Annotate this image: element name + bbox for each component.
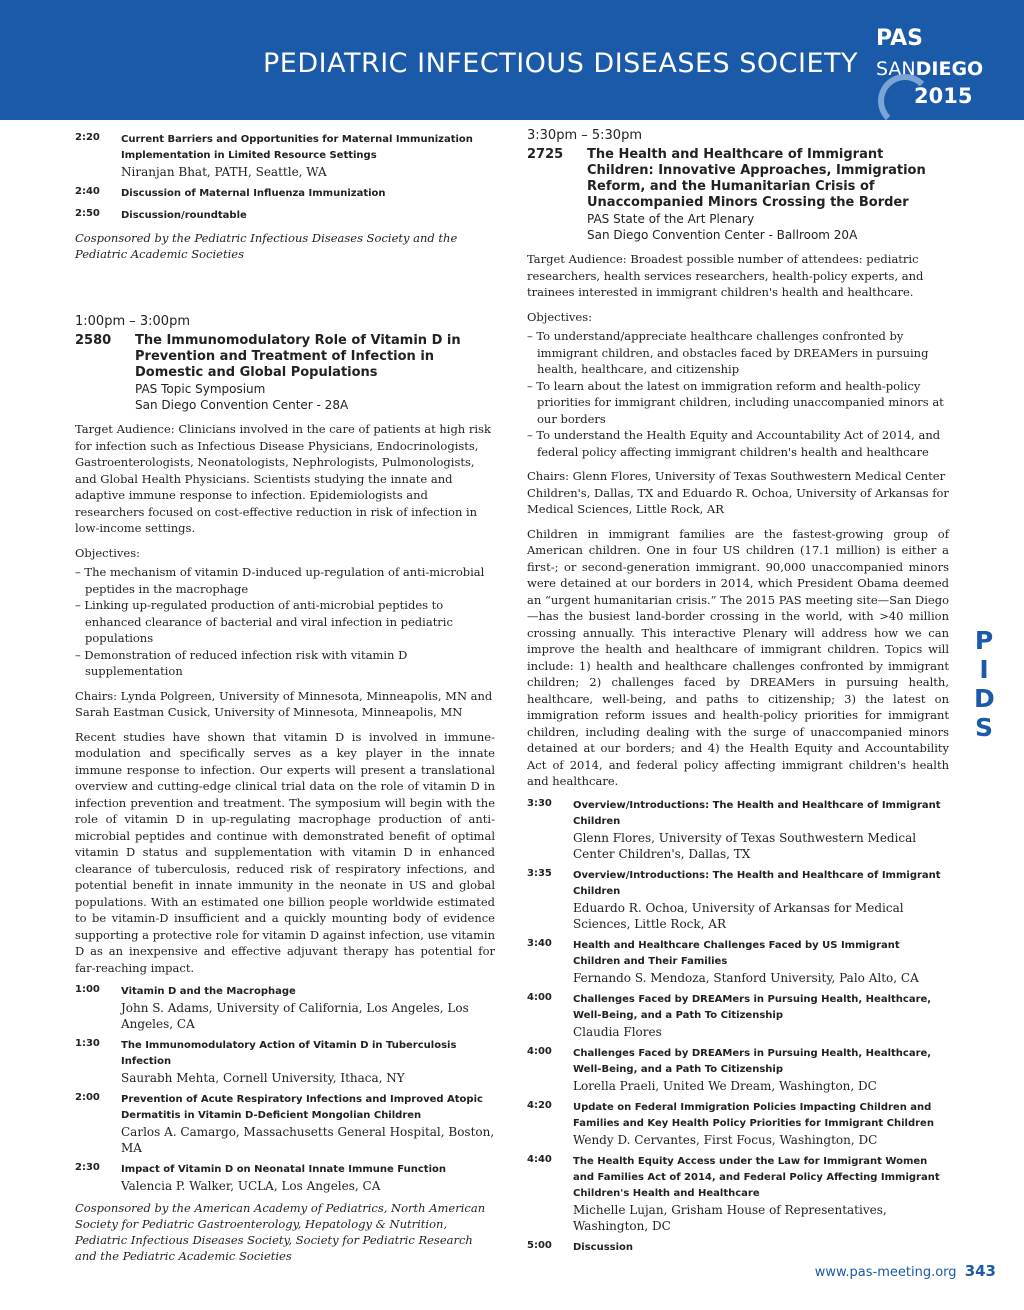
session-location: San Diego Convention Center - 28A: [135, 398, 349, 412]
side-letter: S: [974, 713, 993, 742]
schedule-item: [75, 208, 495, 224]
item-speaker: Niranjan Bhat, PATH, Seattle, WA: [121, 165, 327, 179]
item-title: The Health Equity Access under the Law for Immigrant Women and Families Act of 2014, and Federal Policy Affecting Immigrant Children's Health and Healthcare: [573, 1155, 940, 1199]
side-letter: D: [974, 684, 995, 713]
item-title: Health and Healthcare Challenges Faced by US Immigrant Children and Their Families: [573, 939, 900, 967]
cosponsor-note: Cosponsored by the American Academy of Pediatrics, North American Society for Pediatric Gastroenterology, Hepatology & Nutrition, Pediatric Infectious Diseases Society, Society for Pediatric Research and the Pediatric Academic Societies: [75, 1201, 486, 1263]
item-title: Challenges Faced by DREAMers in Pursuing Health, Healthcare, Well-Being, and a Path To Citizenship: [573, 1047, 932, 1075]
chairs: Chairs: Glenn Flores, University of Texas Southwestern Medical Center Children's, Dallas, TX and Eduardo R. Ochoa, University of Arkansas for Medical Sciences, Little Rock, AR: [527, 469, 949, 516]
item-title: Overview/Introductions: The Health and Healthcare of Immigrant Children: [573, 869, 941, 897]
item-speaker: Wendy D. Cervantes, First Focus, Washington, DC: [573, 1132, 878, 1147]
pas-logo: [864, 22, 994, 112]
footer-url[interactable]: www.pas-meeting.org: [814, 1265, 957, 1280]
session-type: PAS State of the Art Plenary: [587, 212, 755, 226]
pids-side-letters: [974, 626, 994, 742]
item-time: 2:20: [75, 132, 100, 143]
objective: – To understand the Health Equity and Accountability Act of 2014, and federal policy affecting immigrant children's health and healthcare: [527, 428, 941, 459]
cosponsor-note: Cosponsored by the Pediatric Infectious Diseases Society and the Pediatric Academic Societies: [75, 231, 458, 261]
schedule-item: [75, 132, 495, 180]
objective: – Demonstration of reduced infection risk with vitamin D supplementation: [75, 647, 408, 678]
schedule-item: [527, 992, 949, 1040]
schedule-item: [527, 798, 949, 862]
session-description: Recent studies have shown that vitamin D is involved in immune-modulation and specifically serves as a key player in the innate immune response to infection. Our experts will present a translational overview and cutting-edge clinical trial data on the role of vitamin D in infection prevention and treatment. The symposium will begin with the role of vitamin D in up-regulating macrophage production of anti-microbial peptides and continue with demonstrated benefit of optimal vitamin D status and supplementation with vitamin D in enhanced clearance of tuberculosis, reduced risk of respiratory infections, and potential benefit in innate immunity in the neonate in US and global populations. With an estimated one billion people worldwide estimated to be vitamin-D insufficient and a quickly mounting body of evidence supporting a protective role for vitamin D against infection, use vitamin D as an inexpensive and effective adjuvant therapy has potential for far-reaching impact.: [75, 729, 495, 975]
session-number: 2580: [75, 333, 112, 348]
item-title: Challenges Faced by DREAMers in Pursuing Health, Healthcare, Well-Being, and a Path To Citizenship: [573, 993, 932, 1021]
top-items: [75, 132, 495, 262]
session-items: [527, 798, 949, 1256]
item-time: 2:40: [75, 186, 100, 197]
objectives-label: Objectives:: [75, 545, 140, 560]
item-title: Update on Federal Immigration Policies Impacting Children and Families and Key Health Policy Priorities for Immigrant Children: [573, 1101, 934, 1129]
item-time: 4:20: [527, 1099, 552, 1111]
item-speaker: Michelle Lujan, Grisham House of Representatives, Washington, DC: [573, 1202, 887, 1233]
item-time: 3:35: [527, 867, 552, 879]
item-title: Discussion/roundtable: [121, 210, 247, 221]
item-title: Impact of Vitamin D on Neonatal Innate Immune Function: [121, 1164, 446, 1175]
side-letter: P: [974, 626, 994, 655]
objectives: [75, 545, 495, 680]
item-time: 2:00: [75, 1092, 100, 1103]
item-title: Current Barriers and Opportunities for Maternal Immunization Implementation in Limited Resource Settings: [121, 134, 473, 161]
schedule-item: [75, 1092, 495, 1156]
item-time: 1:00: [75, 984, 100, 995]
item-speaker: Lorella Praeli, United We Dream, Washington, DC: [573, 1078, 877, 1093]
item-title: Overview/Introductions: The Health and Healthcare of Immigrant Children: [573, 799, 941, 827]
page-footer: [815, 1262, 996, 1280]
schedule-item: [527, 1100, 949, 1148]
item-speaker: Fernando S. Mendoza, Stanford University, Palo Alto, CA: [573, 970, 919, 985]
session-description: Children in immigrant families are the fastest-growing group of American children. One in four US children (17.1 million) is either a first-; or second-generation immigrant. 90,000 unaccompanied minors were detained at our borders in 2014, which President Obama deemed an “urgent humanitarian crisis.” The 2015 PAS meeting site—San Diego—has the busiest land-border crossing in the world, with >40 million crossing annually. This interactive Plenary will address how we can improve the health and healthcare of immigrant children. Topics will include: 1) health and healthcare challenges confronted by immigrant children; 2) challenges faced by DREAMers in pursuing health, healthcare, well-being, and paths to citizenship; 3) the latest on immigration reform issues and health-policy priorities for immigrant children, including dealing with the surge of unaccompanied minors detained at our borders; and 4) the Health Equity and Accountability Act of 2014, and federal policy affecting immigrant children's health and healthcare.: [527, 526, 949, 788]
session-header: [527, 147, 949, 243]
objectives: [527, 309, 949, 461]
logo-city-b: DIEGO: [915, 58, 984, 80]
item-title: The Immunomodulatory Action of Vitamin D in Tuberculosis Infection: [121, 1040, 457, 1067]
session-location: San Diego Convention Center - Ballroom 20A: [587, 228, 858, 242]
logo-year: 2015: [914, 84, 973, 108]
item-speaker: Eduardo R. Ochoa, University of Arkansas for Medical Sciences, Little Rock, AR: [573, 900, 904, 931]
logo-city-a: SAN: [876, 58, 916, 80]
page-header: [0, 0, 1024, 120]
item-time: 3:40: [527, 937, 552, 949]
item-time: 5:00: [527, 1239, 552, 1251]
session-type: PAS Topic Symposium: [135, 382, 266, 396]
society-title: PEDIATRIC INFECTIOUS DISEASES SOCIETY: [263, 48, 859, 79]
schedule-item: [527, 1046, 949, 1094]
item-speaker: Carlos A. Camargo, Massachusetts General Hospital, Boston, MA: [121, 1125, 495, 1155]
item-title: Prevention of Acute Respiratory Infections and Improved Atopic Dermatitis in Vitamin D-Deficient Mongolian Children: [121, 1094, 483, 1121]
item-speaker: Saurabh Mehta, Cornell University, Ithaca, NY: [121, 1071, 405, 1085]
side-letter: I: [979, 655, 989, 684]
objective: – To understand/appreciate healthcare challenges confronted by immigrant children, and obstacles faced by DREAMers in pursuing health, healthcare, and citizenship: [527, 329, 929, 376]
session-title: The Health and Healthcare of Immigrant Children: Innovative Approaches, Immigration Reform, and the Humanitarian Crisis of Unaccompanied Minors Crossing the Border: [587, 147, 926, 210]
schedule-item: [75, 186, 495, 202]
item-time: 1:30: [75, 1038, 100, 1049]
session-header: [75, 333, 495, 413]
item-time: 4:40: [527, 1153, 552, 1165]
item-time: 2:30: [75, 1162, 100, 1173]
item-title: Discussion of Maternal Influenza Immunization: [121, 188, 386, 199]
page-number: 343: [964, 1262, 996, 1280]
session-title: The Immunomodulatory Role of Vitamin D in Prevention and Treatment of Infection in Domestic and Global Populations: [135, 333, 461, 380]
schedule-item: [75, 1162, 495, 1194]
objective: – The mechanism of vitamin D-induced up-regulation of anti-microbial peptides in the macrophage: [75, 565, 485, 596]
schedule-item: [527, 1154, 949, 1234]
item-speaker: Claudia Flores: [573, 1024, 662, 1039]
right-column: [527, 128, 949, 1262]
item-time: 2:50: [75, 208, 100, 219]
schedule-item: [527, 938, 949, 986]
item-time: 4:00: [527, 991, 552, 1003]
target-audience: Target Audience: Broadest possible number of attendees: pediatric researchers, health services researchers, health-policy experts, and trainees interested in immigrant children's health and healthcare.: [527, 252, 924, 299]
objectives-label: Objectives:: [527, 309, 592, 324]
objective: – Linking up-regulated production of anti-microbial peptides to enhanced clearance of bacterial and viral infection in pediatric populations: [75, 598, 453, 645]
objective: – To learn about the latest on immigration reform and health-policy priorities for immigrant children, including unaccompanied minors at our borders: [527, 378, 944, 426]
session-time: 3:30pm – 5:30pm: [527, 128, 642, 143]
schedule-item: [527, 1240, 949, 1256]
item-speaker: Glenn Flores, University of Texas Southwestern Medical Center Children's, Dallas, TX: [573, 830, 917, 861]
session-time: 1:00pm – 3:00pm: [75, 314, 190, 329]
schedule-item: [75, 1038, 495, 1086]
schedule-item: [527, 868, 949, 932]
chairs: Chairs: Lynda Polgreen, University of Minnesota, Minneapolis, MN and Sarah Eastman Cusick, University of Minnesota, Minneapolis, MN: [75, 688, 493, 719]
left-column: [75, 128, 495, 1270]
session-items: [75, 984, 495, 1194]
item-title: Discussion: [573, 1241, 634, 1253]
item-title: Vitamin D and the Macrophage: [121, 986, 296, 997]
target-audience: Target Audience: Clinicians involved in the care of patients at high risk for infection such as Infectious Disease Physicians, Endocrinologists, Gastroenterologists, Neonatologists, Nephrologists, Pulmonologists, and Global Health Physicians. Scientists studying the innate and adaptive immune response to infection. Epidemiologists and researchers focused on cost-effective reduction in risk of infection in low-income settings.: [75, 422, 491, 535]
item-speaker: Valencia P. Walker, UCLA, Los Angeles, CA: [121, 1179, 381, 1193]
item-time: 3:30: [527, 797, 552, 809]
logo-pas: PAS: [876, 26, 923, 51]
item-speaker: John S. Adams, University of California, Los Angeles, Los Angeles, CA: [121, 1001, 469, 1031]
session-number: 2725: [527, 147, 564, 162]
schedule-item: [75, 984, 495, 1032]
item-time: 4:00: [527, 1045, 552, 1057]
